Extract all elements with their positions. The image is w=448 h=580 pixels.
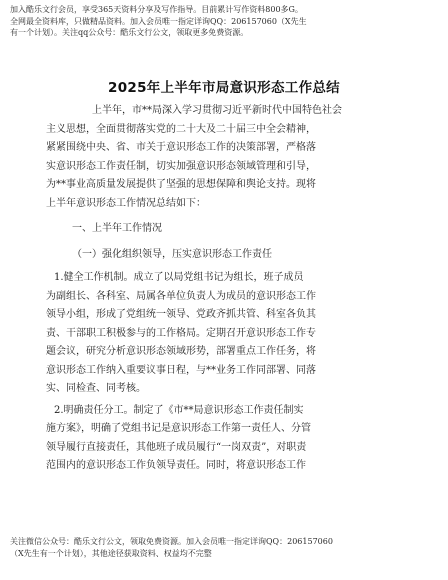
section-heading: 一、上半年工作情况 <box>72 223 162 234</box>
text-line: 上半年，市**局深入学习贯彻习近平新时代中国特色社会 <box>92 105 342 116</box>
header-line: 加入酷乐文行会员，享受365天资料分享及写作指导。目前累计写作资料800多G。 <box>10 5 303 14</box>
document-body <box>46 102 414 476</box>
text-line: 意识形态工作纳入重要议事日程，与**业务工作同部署、同落 <box>46 364 316 376</box>
text-line: 领导履行直接责任，其他班子成员履行“一岗双责”，对职责 <box>46 441 307 453</box>
paragraph-mechanism <box>46 269 414 399</box>
text-line: 2.明确责任分工。制定了《市**局意识形态工作责任制实 <box>54 404 304 416</box>
header-line: 有一个计划）。关注qq公众号：酷乐文行公文，领取更多免费资源。 <box>10 28 249 37</box>
header-line: 全网最全资料库，只做精品资料。加入会员唯一指定详询QQ：206157060（X先生 <box>10 16 307 26</box>
text-line: 1.健全工作机制。成立了以局党组书记为组长，班子成员 <box>54 272 304 283</box>
text-line: 为副组长、各科室、局属各单位负责人为成员的意识形态工作 <box>46 290 316 302</box>
text-line: 实意识形态工作责任制，切实加强意识形态领域管理和引导， <box>46 160 316 172</box>
text-line: 上半年意识形态工作情况总结如下： <box>46 197 206 209</box>
footer-line: 关注微信公众号：酷乐文行公文，领取免费资源。加入会员唯一指定详询QQ：206157060 <box>10 537 333 546</box>
intro-paragraph <box>46 102 414 213</box>
subsection-heading: （一）强化组织领导，压实意识形态工作责任 <box>72 248 272 260</box>
promo-header <box>10 4 430 39</box>
text-line: 责、干部职工积极参与的工作格局。定期召开意识形态工作专 <box>46 327 316 339</box>
text-line: 实、同检查、同考核。 <box>46 383 146 394</box>
text-line: 领导小组，形成了党组统一领导、党政齐抓共管、科室各负其 <box>46 309 316 320</box>
document-title: 2025年上半年市局意识形态工作总结 <box>108 80 340 96</box>
text-line: 范围内的意识形态工作负领导责任。同时，将意识形态工作 <box>46 460 306 471</box>
promo-footer <box>10 536 430 559</box>
text-line: 施方案》，明确了党组书记是意识形态工作第一责任人、分管 <box>46 423 311 434</box>
paragraph-responsibility <box>46 402 414 476</box>
footer-line: （X先生有一个计划），其他途径获取资料、权益均不完整 <box>10 548 212 558</box>
text-line: 紧紧围绕中央、省、市关于意识形态工作的决策部署，严格落 <box>46 142 316 153</box>
text-line: 题会议，研究分析意识形态领域形势，部署重点工作任务，将 <box>46 346 316 357</box>
text-line: 为**事业高质量发展提供了坚强的思想保障和舆论支持。现将 <box>46 179 316 190</box>
text-line: 主义思想，全面贯彻落实党的二十大及二十届三中全会精神， <box>46 123 316 135</box>
